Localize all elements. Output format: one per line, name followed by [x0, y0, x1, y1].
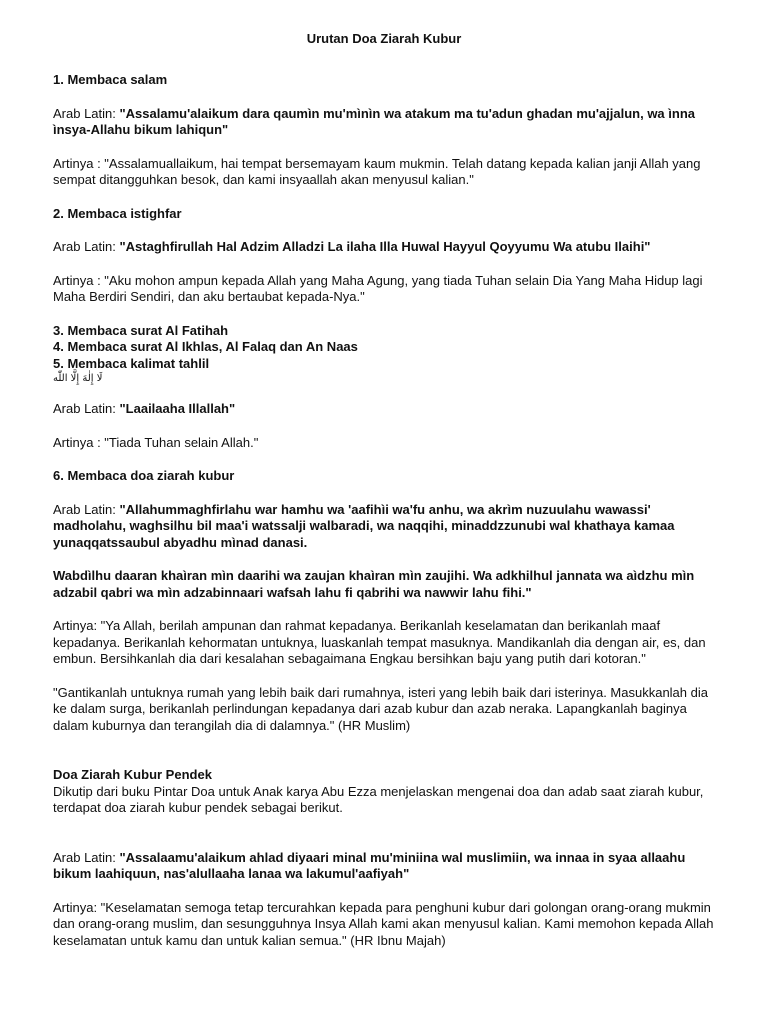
- step-6-arab-latin-continued: Wabdìlhu daaran khaìran mìn daarihi wa zaujan khaìran mìn zaujihi. Wa adkhilhul jannata wa aìdzhu mìn adzabil qabri wa mìn adzabinnaari wafsah lahu fi qabrihi wa nawwir lahu fihi.": [53, 568, 695, 600]
- arab-latin-text: "Astaghfirullah Hal Adzim Alladzi La ilaha Illa Huwal Hayyul Qoyyumu Wa atubu Ilaihi": [119, 239, 651, 254]
- arab-latin-label: Arab Latin:: [53, 849, 120, 865]
- step-6-artinya-continued: "Gantikanlah untuknya rumah yang lebih baik dari rumahnya, isteri yang lebih baik dari isterinya. Masukkanlah dia ke dalam surga, berikanlah perlindungan kepadanya dari azab kubur dan azab neraka. Lapangkanlah baginya dalam kuburnya dan terangilah dia di dalamnya." (HR Muslim): [53, 684, 708, 733]
- step-5-heading: 5. Membaca kalimat tahlil: [53, 355, 210, 371]
- short-doa-intro: Dikutip dari buku Pintar Doa untuk Anak karya Abu Ezza menjelaskan mengenai doa dan adab saat ziarah kubur, terdapat doa ziarah kubur pendek sebagai berikut.: [53, 783, 704, 815]
- step-5-artinya: Artinya : "Tiada Tuhan selain Allah.": [53, 434, 259, 450]
- document-page: [53, 30, 715, 949]
- arab-latin-text: "Laailaaha Illallah": [119, 401, 236, 416]
- arab-latin-label: Arab Latin:: [53, 401, 120, 416]
- short-doa-heading: Doa Ziarah Kubur Pendek: [53, 767, 212, 782]
- step-1-heading: 1. Membaca salam: [53, 72, 168, 87]
- arab-latin-text: "Assalaamu'alaikum ahlad diyaari minal mu'miniina wal muslimiin, wa innaa in syaa allaahu bikum laahiquun, nas'alullaaha lanaa wa lakumul'aafiyah": [53, 849, 686, 881]
- short-doa-artinya: Artinya: "Keselamatan semoga tetap tercurahkan kepada para penghuni kubur dari golongan orang-orang mukmin dan orang-orang muslim, dan sesungguhnya Insya Allah kami akan menyusul kalian. Kami memohon kepada Allah keselamatan untuk kamu dan untuk kalian semua." (HR Ibnu Majah): [53, 899, 714, 948]
- tahlil-arabic-text: لَا إِلٰهَ إِلَّا اللّٰه: [53, 373, 103, 384]
- step-1-artinya: Artinya : "Assalamuallaikum, hai tempat bersemayam kaum mukmin. Telah datang kepada kalian janji Allah yang sempat ditangguhkan besok, dan kami insyaallah akan menyusul kalian.": [53, 155, 701, 187]
- arab-latin-label: Arab Latin:: [53, 105, 120, 121]
- step-5-arab-latin: [53, 401, 715, 418]
- step-3-heading: 3. Membaca surat Al Fatihah: [53, 322, 229, 338]
- arab-latin-label: Arab Latin:: [53, 239, 120, 254]
- step-2-artinya: Artinya : "Aku mohon ampun kepada Allah yang Maha Agung, yang tiada Tuhan selain Dia Yang Maha Hidup lagi Maha Berdiri Sendiri, dan aku bertaubat kepada-Nya.": [53, 272, 703, 304]
- page-title: Urutan Doa Ziarah Kubur: [306, 31, 462, 46]
- step-6-artinya: Artinya: "Ya Allah, berilah ampunan dan rahmat kepadanya. Berikanlah keselamatan dan berikanlah maaf kepadanya. Berikanlah kehormatan untuknya, luaskanlah tempat masuknya. Mandikanlah dia dengan air, es, dan embun. Bersihkanlah dia dari kesalahan sebagaimana Engkau bersihkan baju yang putih dari kotoran.": [53, 618, 706, 666]
- step-6-arab-latin: [53, 502, 715, 552]
- step-2-heading: 2. Membaca istighfar: [53, 205, 182, 221]
- step-1-arab-latin: [53, 106, 715, 139]
- arab-latin-text: "Assalamu'alaikum dara qaumìn mu'mìnìn wa atakum ma tu'adun ghadan mu'ajjalun, wa ìnna ìnsya-Allahu bikum lahiqun": [53, 105, 695, 137]
- short-doa-arab-latin: [53, 850, 715, 883]
- arab-latin-label: Arab Latin:: [53, 501, 120, 517]
- step-2-arab-latin: [53, 239, 715, 256]
- step-4-heading: 4. Membaca surat Al Ikhlas, Al Falaq dan An Naas: [53, 339, 358, 354]
- arab-latin-text: "Allahummaghfirlahu war hamhu wa 'aafihìi wa'fu anhu, wa akrìm nuzuulahu wawassi' madholahu, waghsilhu bil maa'i watssalji walbaradi, wa naqqihi, minaddzzunubi wal khathaya kamaa yunaqqatssaubul abyadhu mìnad danasi.: [53, 501, 675, 550]
- step-6-heading: 6. Membaca doa ziarah kubur: [53, 468, 235, 483]
